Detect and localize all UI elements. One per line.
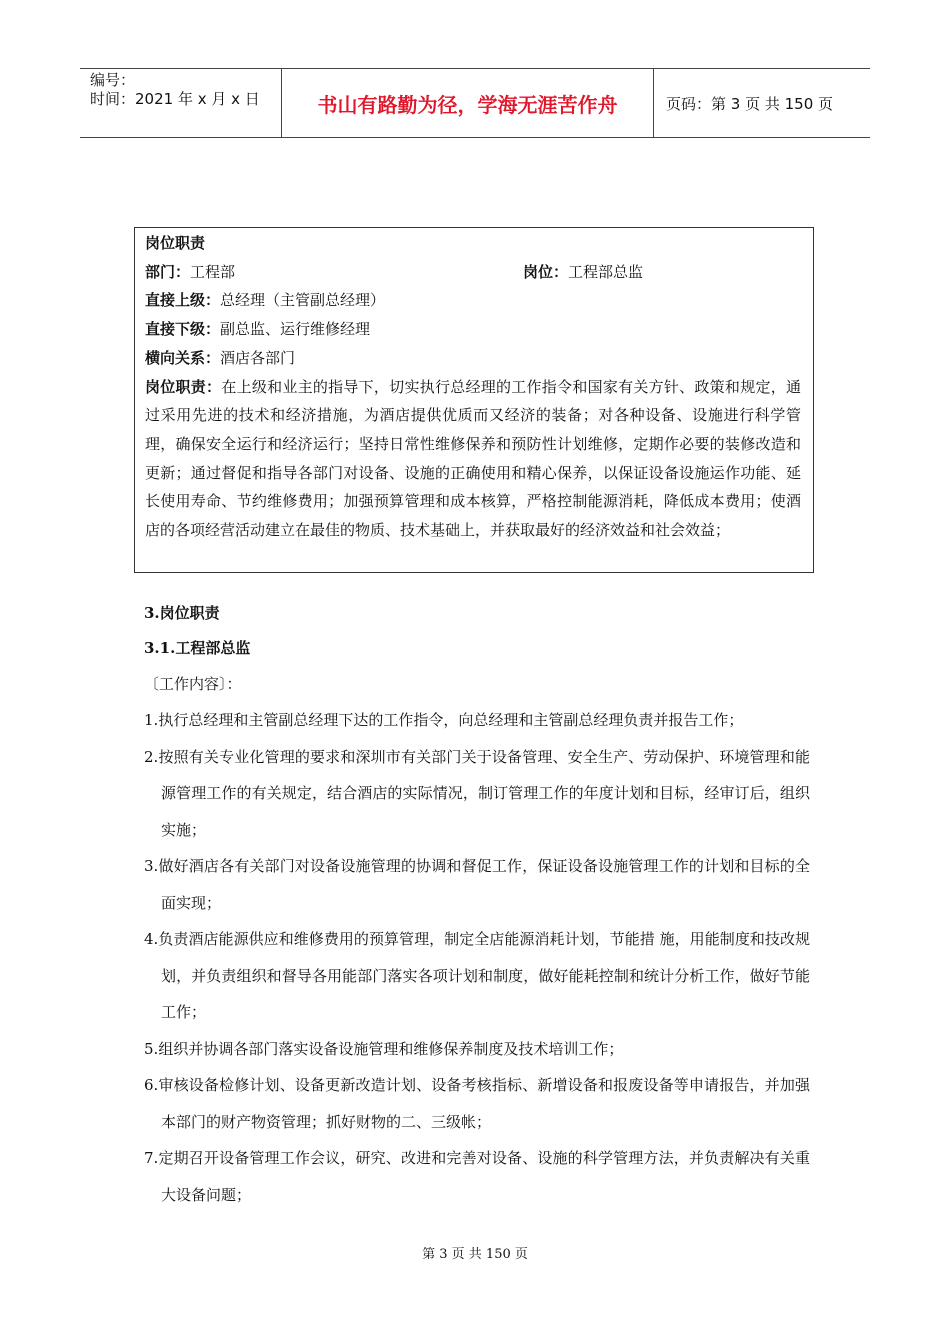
item-text: 定期召开设备管理工作会议，研究、改进和完善对设备、设施的科学管理方法，并负责解决有关重大设备问题； bbox=[158, 1149, 810, 1204]
list-item bbox=[144, 921, 810, 1031]
post-value: 工程部总监 bbox=[568, 262, 644, 281]
item-number: 1. bbox=[144, 711, 159, 729]
item-text: 审核设备检修计划、设备更新改造计划、设备考核指标、新增设备和报废设备等申请报告，并加强本部门的财产物资管理；抓好财物的二、三级帐； bbox=[158, 1076, 810, 1131]
page-footer: 第 3 页 共 150 页 bbox=[422, 1247, 528, 1262]
number-label: 编号： bbox=[90, 71, 136, 89]
dept-value: 工程部 bbox=[190, 262, 236, 281]
item-number: 3. bbox=[144, 857, 159, 875]
lateral-value: 酒店各部门 bbox=[220, 348, 296, 367]
item-text: 组织并协调各部门落实设备设施管理和维修保养制度及技术培训工作； bbox=[158, 1039, 624, 1058]
item-number: 6. bbox=[144, 1076, 159, 1094]
list-item bbox=[144, 739, 810, 849]
duty-list bbox=[144, 702, 810, 1213]
item-text: 做好酒店各有关部门对设备设施管理的协调和督促工作，保证设备设施管理工作的计划和目标的全面实现； bbox=[158, 857, 810, 912]
item-text: 按照有关专业化管理的要求和深圳市有关部门关于设备管理、安全生产、劳动保护、环境管理和能源管理工作的有关规定，结合酒店的实际情况，制订管理工作的年度计划和目标，经审订后，组织实施； bbox=[158, 747, 810, 839]
superior-label: 直接上级： bbox=[145, 291, 221, 310]
duties-content bbox=[144, 596, 810, 1213]
list-item bbox=[144, 1067, 810, 1140]
work-content-intro: 〔工作内容〕： bbox=[144, 675, 242, 693]
list-item bbox=[144, 1031, 810, 1068]
item-number: 7. bbox=[144, 1149, 159, 1167]
section-heading: 3.岗位职责 bbox=[144, 604, 220, 622]
resp-label: 岗位职责： bbox=[145, 377, 222, 396]
header-meta bbox=[80, 69, 282, 137]
post-label: 岗位： bbox=[523, 262, 569, 281]
date-label: 时间：2021 年 x 月 x 日 bbox=[90, 90, 260, 108]
subsection-heading: 3.1.工程部总监 bbox=[144, 639, 251, 657]
header-page-number: 页码：第 3 页 共 150 页 bbox=[666, 94, 834, 113]
list-item bbox=[144, 1140, 810, 1213]
subordinate-label: 直接下级： bbox=[145, 320, 221, 339]
box-title: 岗位职责 bbox=[145, 234, 206, 252]
item-number: 5. bbox=[144, 1039, 159, 1058]
list-item bbox=[144, 702, 810, 739]
superior-value: 总经理（主管副总经理） bbox=[220, 291, 386, 310]
lateral-label: 横向关系： bbox=[145, 348, 221, 367]
item-text: 负责酒店能源供应和维修费用的预算管理，制定全店能源消耗计划，节能措 施，用能制度和技改规划，并负责组织和督导各用能部门落实各项计划和制度，做好能耗控制和统计分析工作，做好节能工作； bbox=[158, 930, 810, 1021]
page-header bbox=[80, 68, 870, 138]
subordinate-value: 副总监、运行维修经理 bbox=[220, 320, 371, 339]
header-motto: 书山有路勤为径，学海无涯苦作舟 bbox=[282, 69, 654, 137]
job-description-box bbox=[134, 227, 814, 573]
item-number: 4. bbox=[144, 930, 159, 948]
list-item bbox=[144, 848, 810, 921]
item-text: 执行总经理和主管副总经理下达的工作指令，向总经理和主管副总经理负责并报告工作； bbox=[158, 711, 744, 729]
resp-value: 在上级和业主的指导下，切实执行总经理的工作指令和国家有关方针、政策和规定，通过采用先进的技术和经济措施，为酒店提供优质而又经济的装备；对各种设备、设施进行科学管理，确保安全运行和经济运行；坚持日常性维修保养和预防性计划维修，定期作必要的装修改造和更新；通过督促和指导各部门对设备、设施的正确使用和精心保养，以保证设备设施运作功能、延长使用寿命、节约维修费用；加强预算管理和成本核算，严格控制能源消耗，降低成本费用；使酒店的各项经营活动建立在最佳的物质、技术基础上，并获取最好的经济效益和社会效益； bbox=[145, 377, 801, 540]
dept-label: 部门： bbox=[145, 262, 191, 281]
item-number: 2. bbox=[144, 747, 159, 766]
